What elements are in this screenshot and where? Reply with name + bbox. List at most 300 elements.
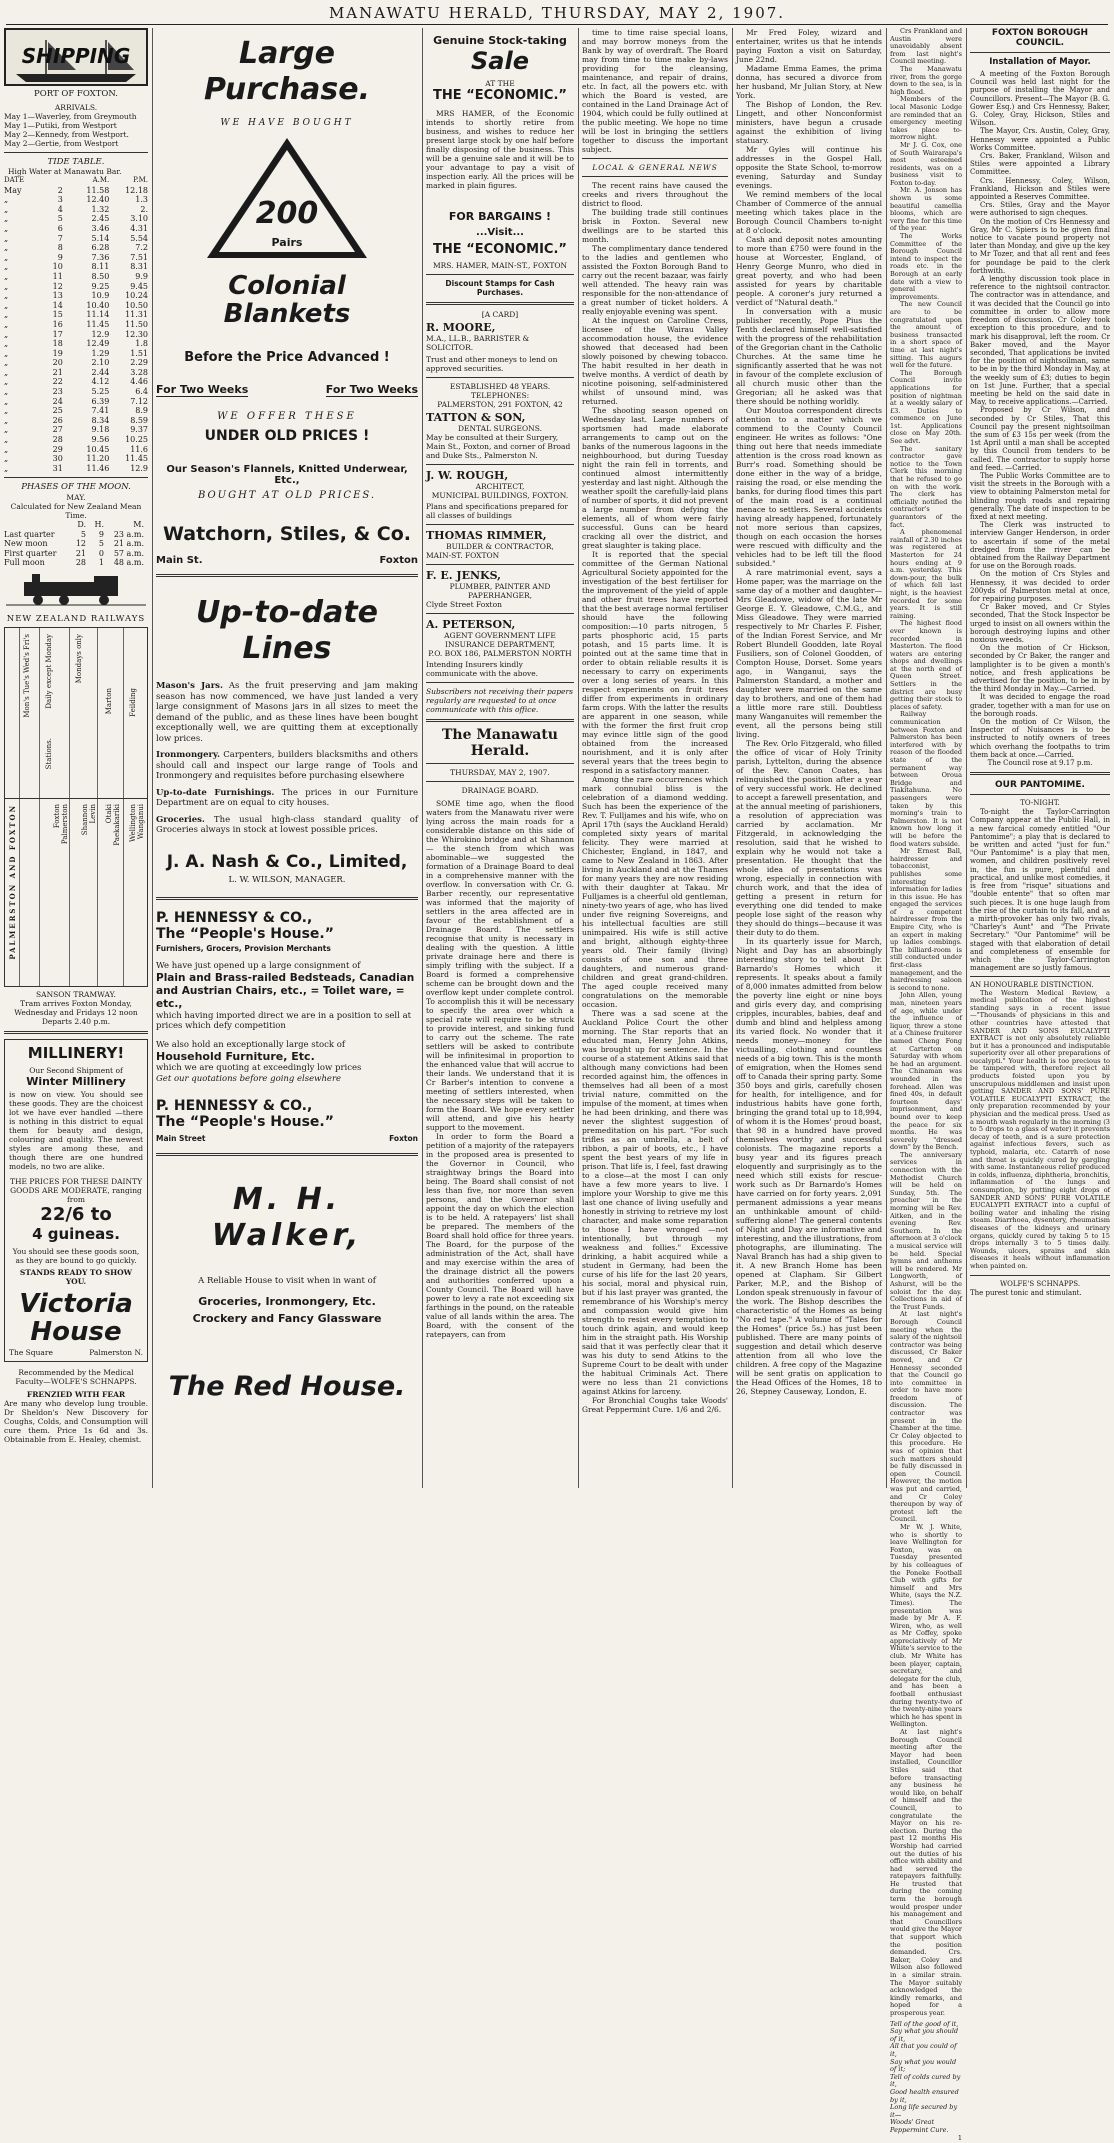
tide-cell: 10.50 [125,300,148,310]
reliable-text: A Reliable House to visit when in want of [198,1276,376,1286]
we-offer: WE OFFER THESE [217,411,357,422]
timetable-station: Paekakariki [113,804,121,846]
pantomime-text: To-night the Taylor-Carrington Company appear at the Public Hall, in a new farcical comedy entitled "Our Pantomime"; a play that is declared to be written and acted "just for fun." "Our Pantomime" is a play that men, women, and children positively revel in, the fun is pure, plentiful and practical, and unlike most comedies, it is free from "risque" situations and "double entente" that so often mar such pieces. It is one huge laugh from the rise of the curtain to its fall, and as a mirth-provoker has only two rivals, "Charley's Aunt" and "The Private Secretary." "Our Pantomime" will be staged with that elaboration of detail and completeness of ensemble for which the Taylor-Carrington management are so justly famous. [970,808,1110,973]
hamer-address: MRS. HAMER, MAIN-ST., FOXTON [432,261,568,270]
tide-cell: 5.25 [91,387,110,397]
news-paragraph: At last night's Borough Council meeting after the Mayor had been installed, Councillor Stiles said that before transacting any business he would like, on behalf of himself and the Council, to congratulate the Mayor on his re-election. During the past 12 months His Worship had carried out the duties of his office with ability and had served the ratepayers faithfully. He trusted that during the coming term the borough would prosper under his management and that Councillors would give the Mayor that support which the position demanded. Crs. Baker, Coley and Wilson also followed in a similar strain. The Mayor suitably acknowledged the kindly remarks, and hoped for a prosperous year. [890,1728,962,2017]
tide-row [4,368,148,378]
visit-label: ...Visit... [476,227,524,238]
tide-cell: „ [4,300,9,310]
wolfe-text: The purest tonic and stimulant. [970,1288,1082,1297]
rough-name: J. W. ROUGH, [426,469,509,482]
tide-subheading: High Water at Manawatu Bar. [8,167,122,176]
pantomime-tonight: TO-NIGHT. [1020,799,1060,808]
council-paragraph: Cr Baker moved, and Cr Styles seconded, That the Stock Inspector be urged to insist on all owners within the borough destroying lupins and other noxious weeds. [970,603,1110,645]
masthead: MANAWATU HERALD, THURSDAY, MAY 2, 1907. [328,4,786,22]
moon-cell: D. [77,519,86,529]
tide-cell: May [4,185,22,195]
tide-cell: 9.18 [91,425,110,435]
tide-cell: 27 [52,425,63,435]
millinery-head: Winter Millinery [26,1075,126,1089]
column-shipping [4,28,148,1488]
po-box: P.O. BOX 186, PALMERSTON NORTH [428,649,572,658]
tide-cell: 12 [52,281,63,291]
tide-cell: 25 [52,406,63,416]
news-paragraph: The Works Committee of the Borough Council intend to inspect the roads etc. in the Borough at an early date with a view to general improvements. [890,232,962,301]
news-paragraph: The recent rains have caused the creeks and rivers throughout the district to flood. [582,181,728,208]
tide-row [4,349,148,359]
rimmer-place: MAIN-ST. FOXTON [426,551,500,560]
nash-manager: L. W. WILSON, MANAGER. [228,874,346,885]
news-paragraph: Mr W. J. White, who is shortly to leave Wellington for Foxton, was on Tuesday presented by his colleagues of the Poneke Football Club with gifts for himself and Mrs White, (says the N.Z. Times). The presentation was made by Mr A. F. Wiren, who, as well as Mr Coffey, spoke appreciatively of Mr White's service to the club. Mr White has been player, captain, secretary, and delegate for the club, and has been a football enthusiast during twenty-two of the twenty-nine years which he has spent in Wellington. [890,1522,962,1729]
blankets-title: Blankets [223,299,351,329]
moon-row [4,549,148,559]
palmerston-text: Palmerston N. [89,1348,143,1358]
port-heading: PORT OF FOXTON. [34,89,118,99]
council-paragraph: It was decided to engage the road grader, together with a man for use on the borough roads. [970,693,1110,718]
tide-cell: 8.11 [91,262,110,272]
council-paragraph: Crs. Baker, Frankland, Wilson and Stiles were appointed a Library Committee. [970,152,1110,177]
watchorn-title: Watchorn, Stiles, & Co. [163,523,411,545]
moon-cell: Full moon [4,558,45,568]
column-separator [886,28,887,1488]
rough-text: Plans and specifications prepared for all classes of buildings [426,502,569,520]
timetable-station: Palmerston [61,804,69,845]
news-paragraph: A rare matrimonial event, says a Home paper, was the marriage on the same day of a mother and daughter—Mrs Gleadowe, widow of the late Mr George E. Y. Gleadowe, C.M.G., and Miss Gleadowe. They were married respectively to Mr Charles F. Fisher, of the Indian Forest Service, and Mr Robert Blundell Goodden, late Royal Fusiliers, son of Colonel Goodden, of Compton House, Dorset. Some years ago, in Wanganui, says the Palmerston Standard, a mother and daughter were married on the same day to brothers, and one of them had a little more rare still. Doubtless many Wanganuites will remember the event, all the persons being still living. [736,568,882,739]
news-paragraph: The complimentary dance tendered to the ladies and gentlemen who assisted the Foxton Borough Band to carry out the recent bazaar, was fairly well attended. The heavy rain was responsible for the non-attendance of a great number of ticket holders. A really enjoyable evening was spent. [582,244,728,316]
news-paragraph: In conversation with a music publisher recently, Pope Pius the Tenth declared himself well-satisfied with the progress of the rehabilitation of the Gregorian chant in the Catholic Churches. At the same time he significantly asserted that he was not in favour of the complete exclusion of all church music other than the Gregorian; all he asked was that there should be nothing worldly. [736,307,882,406]
verse-line: Good health ensured by it, [890,2087,959,2104]
crockery: Crockery and Fancy Glassware [192,1311,382,1325]
moon-cell: New moon [4,539,48,549]
moon-cell: 57 a.m. [113,548,144,558]
tide-cell: „ [4,358,9,368]
colonial-title: Colonial [228,271,346,301]
column-separator [966,28,967,1488]
tide-cell: „ [4,214,9,224]
moon-cell: 9 [98,529,104,539]
household: Household Furniture, Etc. [156,1050,315,1063]
council-paragraph: On the motion of Cr Hickson, seconded by Cr Baker, the ranger and lamplighter is to be given a month's notice, and fresh applications be advertised for the position, to be in by the third Monday in May.—Carried. [970,644,1110,694]
millinery-title: MILLINERY! [27,1044,125,1063]
verse-line: Say what you would of it; [890,2057,957,2074]
tide-cell: „ [4,435,9,445]
tide-cell: „ [4,454,9,464]
tide-cell: 19 [52,348,63,358]
tide-row [4,253,148,263]
council-paragraph: The Clerk was instructed to interview Ganger Henderson, in order to ascertain if some of the metal dredged from the river can be obtained from the Railway Department for use on the Borough roads. [970,521,1110,571]
news-paragraph: The highest flood ever known is recorded in Masterton. The flood waters are entering shops and dwellings at the north end of Queen Street. Settlers in the district are busy getting their stock to places of safety. [890,619,962,711]
tide-cell: 9.45 [130,281,148,291]
council-paragraph: On the motion of Cr Wilson, the Inspector of Nuisances is to be instructed to notify owners of trees which overhang the footpaths to trim them back at once.—Carried. [970,718,1110,759]
for-bargains: FOR BARGAINS ! [448,210,552,223]
tide-cell: 12.18 [125,185,148,195]
tide-cell: A.M. [92,176,110,184]
tide-cell: „ [4,271,9,281]
tide-cell: 7.12 [130,396,148,406]
news-paragraph: At last night's Borough Council meeting when the salary of the nightsoil contractor was being discussed, Cr Baker moved, and Cr Hennessy seconded that the Council go into committee in order to have more freedom of discussion. The contractor was present in the Chamber at the time. Cr Coley objected to this procedure. He was of opinion that such matters should be fully discussed in open Council. However, the motion was put and carried, and Cr Coley thereupon by way of protest left the Council. [890,1310,962,1524]
council-paragraph: The Mayor, Crs. Austin, Coley, Gray, Hennessy were appointed a Public Works Committee. [970,127,1110,152]
peoples-house: The “People's House.” [156,926,334,942]
moon-row [4,520,148,530]
tide-row [4,339,148,349]
drainage-p2: In order to form the Board a petition of a majority of the ratepayers in the proposed area is presented to the Governor in Council, who straightway brings the Board into being. The Board shall consist of not less than five, nor more than seven persons, and the Governor shall appoint the day on which the election is to be held. A ratepayers' list shall be prepared. The members of the Board shall hold office for three years. The Board, for the purpose of the administration of the Act, shall have and may exercise within the area of the drainage district all the powers and authorities conferred upon a County Council. The Board will have power to levy a rate not exceeding six farthings in the pound, on the rateable value of all lands within the area. The Board, with the consent of the ratepayers, can from [426,1132,574,1339]
tide-cell: „ [4,387,9,397]
tide-cell [38,176,63,186]
tide-row [4,425,148,435]
tide-cell: „ [4,319,9,329]
moon-heading: PHASES OF THE MOON. [21,482,131,493]
verse-line: All that you could of it, [890,2042,957,2058]
tide-cell: 7.41 [91,406,110,416]
tide-cell: 10.24 [125,291,148,301]
timetable-station: Levin [89,804,97,824]
tide-cell: „ [4,233,9,243]
tide-cell: 4.12 [91,377,110,387]
card-label: [A CARD] [481,310,519,319]
square-text: The Square [9,1348,53,1358]
clyde-street: Clyde Street Foxton [426,600,502,609]
tide-cell: 24 [52,396,63,406]
tide-cell: 13 [52,291,63,301]
millinery-ad [4,1039,148,1362]
tide-cell: 12.9 [91,329,110,339]
tide-cell: 9.56 [91,435,110,445]
up-to-date-title: Up-to-date Lines [195,595,379,666]
plumber: PLUMBER, PAINTER AND PAPERHANGER, [449,582,551,600]
tide-row [4,301,148,311]
local-news-title: LOCAL & GENERAL NEWS [592,163,718,172]
tide-row [4,224,148,234]
frenzied-heading: FRENZIED WITH FEAR [26,1390,126,1400]
tide-cell: „ [4,329,9,339]
council-paragraph: Crs. Hennessy, Coley, Wilson, Frankland, Hickson and Stiles were appointed a Reserves Committee. [970,176,1110,202]
under-old-prices: UNDER OLD PRICES ! [204,428,370,444]
dental-surgeons: DENTAL SURGEONS. [458,424,542,433]
tide-cell: 2.29 [130,358,148,368]
news-paragraph: The Bishop of London, the Rev. Lingett, and other Nonconformist ministers, have begun a crusade against the exhibition of living statuary. [736,100,882,145]
news-paragraph: Mr Gyles will continue his addresses in the Gospel Hall, opposite the State School, to-morrow evening, Saturday and Sunday evenings. [736,145,882,190]
tramway-text: Tram arrives Foxton Monday, Wednesday and Fridays 12 noon Departs 2.40 p.m. [14,999,138,1027]
shipping-logo-text: SHIPPING [21,44,131,68]
tide-cell: 8.59 [130,415,148,425]
column-news-3 [890,27,962,2143]
tide-cell: 9.37 [130,425,148,435]
news-paragraph: It is reported that the special committee of the German National Agricultural Society appointed for the investigation of the best fertiliser for the improvement of the yield of apple and other fruit trees have reported that the best average normal fertiliser should have the following composition:—10 parts nitrogen, 5 parts phosphoric acid, 15 parts potash, and 15 parts lime. It is pointed out at the same time that in order to obtain reliable results it is necessary to carry on experiments over a long series of years. In this respect experiments on fruit trees differ from experiments in ordinary farm crops. With the latter the results are apparent in one season, while with the former the first fruit crop may evince little sign of the good obtained from the increased nourishment, and it is only after several years that the trees begin to respond in a satisfactory manner. [582,550,728,775]
moon-cell [4,520,66,530]
verse-line: Tell of the good of it, [890,2019,959,2028]
tide-row [4,330,148,340]
tide-cell: 1.3 [135,195,148,205]
arrival-item: May 2—Gertie, from Westport [4,138,119,148]
council-paragraph: The Public Works Committee are to visit the streets in the Borough with a view to obtaining Palmerston metal for blinding rough roads and repairing generally. The date of inspection to be fixed at next meeting. [970,471,1110,521]
tide-cell: 8.34 [91,415,110,425]
news-paragraph: At the inquest on Caroline Cress, licensee of the Wairau Valley accommodation house, the evidence showed that deceased had been slowly poisoned by chewing tobacco. The habit resulted in her death in twelve months. A verdict of death by nicotine poisoning, self-administered whilst of unsound mind, was returned. [582,316,728,406]
news-paragraph: The Rev. Orlo Fitzgerald, who filled the office of vicar of Holy Trinity parish, Lyttelton, during the absence of the Rev. Canon Coates, has relinquished the position after a year of very successful work. He declined to accept a farewell presentation, and at the annual meeting of parishioners, a resolution of appreciation was carried by acclamation. Mr Fitzgerald, in acknowledging the resolution, said that he wished to explain why he would not take a presentation. He thought that the whole idea of presentations was wrong, especially in connection with church work, and that the idea of getting a present in return for everything one did tended to make people lose sight of the reason why they should do things—because it was their duty to do them. [736,739,882,937]
stands-text: STANDS READY TO SHOW YOU. [19,1268,133,1287]
sale-intro: Genuine Stock-taking [433,34,567,47]
wolfe-title: WOLFE'S SCHNAPPS. [999,1279,1081,1288]
timetable-station: Wanganui [137,804,145,840]
tide-cell: 10.40 [86,300,110,310]
verse-line: Say what you should of it, [890,2027,959,2043]
news-paragraph: A phenomenal rainfall of 2.30 inches was registered at Masterton for 24 hours ending at 9 a.m. yesterday. This down-pour, the bulk of which fell last night, is the heaviest recorded for some years. It is still raining. [890,528,962,620]
drainage-p1: SOME time ago, when the flood waters from the Manawatu river were lying across the main roads for a considerable distance on this side of the Whirokino bridge and at Shannon — the stench from which was abominable—we suggested the formation of a Drainage Board to deal in a comprehensive manner with the overflow. In conversation with Cr. G. Barber recently, our representative was informed that the majority of settlers in the area affected are in favour of the establishment of a Drainage Board. The settlers recognise that unity is necessary in dealing with the question. A little private drainage here and there is simply trifling with the subject. If a Board is formed a comprehensive scheme can be brought down and the overflow kept under complete control. To accomplish this it will be necessary to specify the area over which a special rate will require to be struck to provide interest, and sinking fund to carry out the scheme. The rate settlers will be asked to contribute will be infinitesimal in proportion to the enhanced value that will accrue to their lands. We understand that it is Cr Barber's intention to convene a meeting of settlers interested, when the necessary steps will be taken to form the Board. We hope every settler will attend, and give his hearty support to the movement. [426,799,574,1132]
news-paragraph: Mr. A. Jonson has shown us some beautiful camellia blooms, which are very fine for this time of the year. [890,186,962,233]
train-icon [4,572,148,606]
tide-cell: 1.32 [91,204,110,214]
verse-number: 1 [957,2134,962,2143]
moore-name: R. MOORE, [426,321,496,334]
council-paragraph: A meeting of the Foxton Borough Council was held last night for the purpose of installing the Mayor and Councillors. Present—The Mayor (B. G. Gower Esq.) and Crs Hennessy, Baker, G. Coley, Gray, Hickson, Stiles and Wilson. [970,70,1110,128]
sale-title: Sale [471,47,529,75]
tide-cell: 3 [57,195,63,205]
we-have-bought: WE HAVE BOUGHT [220,118,354,128]
tide-row [4,186,148,196]
masons-head: Mason's Jars. [156,681,223,691]
council-paragraph: On the motion of Crs Styles and Hennessy, it was decided to order 200yds of Palmerston metal at once, for repairing purposes. [970,570,1110,603]
prices-text: THE PRICES FOR THESE DAINTY GOODS ARE MODERATE, ranging from [9,1177,143,1205]
tide-row [4,320,148,330]
tide-cell: 18 [52,339,63,349]
moon-cell: 23 a.m. [113,529,144,539]
architect: ARCHITECT, [475,482,525,491]
tide-cell: 12.9 [130,463,148,473]
news-paragraph: Railway communication between Foxton and Palmerston has been interfered with by reason of the flooded state of the permanent way between Oroua Bridge and Tiakitahuna. No passengers were taken by this morning's train to Palmerston. It is not known how long it will be before the flood waters subside. [890,710,962,848]
tide-cell: 11 [52,271,63,281]
groceries-iron: Groceries, Ironmongery, Etc. [198,1294,376,1308]
paper-title: The Manawatu Herald. [442,727,558,759]
news-paragraph: Mr J. G. Cox, one of South Wairarapa's most esteemed residents, was on a business visit to Foxton to-day. [890,140,962,187]
tide-cell: 2.44 [91,367,110,377]
tide-cell: 29 [52,444,63,454]
column-separator [578,28,579,1488]
economic-title-2: THE “ECONOMIC.” [433,242,567,257]
victoria-title: Victoria [19,1289,133,1320]
iron-head: Ironmongery. [156,750,220,760]
tide-cell: 7.36 [91,252,110,262]
moon-month: MAY. [66,492,86,502]
news-paragraph: John Allen, young man, nineteen years of age, while under the influence of liquor, threw a stone at a Chinese fruiterer named Cheng Fong at Carterton on Saturday with whom he had an argument. The Chinaman was wounded in the forehead. Allen was fined 40s, in default fourteen days' imprisonment, and bound over to keep the peace for six months. He was severely "dressed down" by the Bench. [890,991,962,1152]
news-paragraph: The anniversary services in connection with the Methodist Church will be held on Sunday, 5th. The preacher in the morning will be Rev. Aitken, and in the evening Rev. Southern. In the afternoon at 3 o'clock a musical service will be held. Special hymns and anthems will be rendered. Mr Longworth, of Ashurst, will be the soloist for the day. Collections in aid of the Trust Funds. [890,1150,962,1311]
tide-cell: 23 [52,387,63,397]
railways-heading: NEW ZEALAND RAILWAYS [6,613,146,624]
moon-cell: M. [133,519,144,529]
seasons-flannels: Our Season's Flannels, Knitted Underwear, Etc., [166,464,408,486]
millinery-intro: Our Second Shipment of [29,1066,123,1076]
tide-cell: „ [4,339,9,349]
moore-text: Trust and other moneys to lend on approved securities. [426,355,558,373]
tide-row [4,377,148,387]
moon-row [4,539,148,549]
red-house-title: The Red House. [168,1370,406,1402]
two-weeks-right: For Two Weeks [325,383,418,396]
foxton-label-2: Foxton [389,1134,418,1143]
tide-cell: 12.49 [86,339,110,349]
tide-cell: 6.39 [91,396,110,406]
column-separator [152,28,153,1488]
tide-cell: 20 [52,358,63,368]
tide-cell: 10.25 [125,435,148,445]
tide-cell: 8.31 [130,262,148,272]
tide-cell: DATE [4,176,25,184]
tide-cell: 3.10 [130,214,148,224]
peoples-house-2: The “People's House.” [156,1114,334,1130]
news-paragraph: Mr Ernest Ball, hairdresser and tobacconist, publishes some interesting information for ladies in this issue. He has engaged the services of a competent hairdresser from the Empire City, who is an expert in making up ladies combings. The billiard-room is still conducted under first-class management, and the hairdressing saloon is second to none. [890,847,962,992]
verse-line: Tell of colds cured by it, [890,2072,961,2089]
tide-cell: 22 [52,377,63,387]
tide-cell: 8.50 [91,271,110,281]
moon-row [4,558,148,568]
hennessy-title-2: P. HENNESSY & CO., [156,1098,313,1114]
column-small-ads [426,28,574,1488]
get-quotes: Get our quotations before going elsewhere [156,1073,342,1084]
arrivals-heading: ARRIVALS. [54,102,98,112]
price-guineas: 4 guineas. [32,1225,120,1244]
tide-cell: 6.28 [91,243,110,253]
rimmer-name: THOMAS RIMMER, [426,529,547,542]
furnish-text: The prices in our Furniture Department are on equal to city houses. [156,787,418,808]
tide-cell: 9.25 [91,281,110,291]
tide-cell: 1.29 [91,348,110,358]
railway-timetable [4,627,148,987]
column-separator [422,28,423,1488]
pantomime-title: OUR PANTOMIME. [995,780,1085,791]
tide-cell: 11.14 [86,310,110,320]
main-street: Main Street [156,1134,206,1143]
tide-cell: „ [4,463,9,473]
tide-cell: 4 [57,204,63,214]
tide-cell: 9 [57,252,63,262]
see-text: You should see these goods soon, as they are bound to go quickly. [12,1247,140,1266]
discount-stamps: Discount Stamps for Cash Purchases. [445,279,555,297]
tatton-text: May be consulted at their Surgery, Main St., Foxton, and corner of Broad and Duke Sts., Palmerston N. [426,433,571,460]
moon-cell: 12 [75,539,86,549]
peterson-name: A. PETERSON, [426,618,516,631]
pairs-label: Pairs [271,236,303,249]
tide-cell: 8 [57,243,63,253]
hennessy-text2: which having imported direct we are in a position to sell at prices which defy competition [156,1010,412,1031]
drainage-title: DRAINAGE BOARD. [461,786,539,795]
news-paragraph: The Manawatu river, from the gorge down to the sea, is in high flood. [890,64,962,96]
tide-row [4,445,148,455]
tide-cell: „ [4,195,9,205]
moon-cell: First quarter [4,548,57,558]
tide-row [4,435,148,445]
iron-text: Carpenters, builders blacksmiths and others should call and inspect our large range of Tools and Ironmongery and requisites before purchasing elsewhere [156,750,418,781]
tide-cell: 3.28 [130,367,148,377]
economic-title: THE “ECONOMIC.” [433,88,567,103]
tide-row [4,454,148,464]
tel-numbers: PALMERSTON, 291 FOXTON, 42 [437,400,563,409]
number-200: 200 [255,196,319,231]
tide-heading: TIDE TABLE. [47,156,105,167]
tide-cell: 8.9 [135,406,148,416]
tide-cell: 11.58 [86,185,110,195]
frenzied-text: Are many who develop lung trouble. Dr Sheldon's New Discovery for Coughs, Colds, and Consumption will cure them. Price 1s 6d and 3s. Obtainable from E. Healey, chemist. [4,1399,148,1445]
tide-cell: 12.30 [125,329,148,339]
moon-cell: 21 [75,548,86,558]
arrival-item: May 2—Kennedy, from Westport. [4,129,129,139]
tide-cell: 9.9 [135,271,148,281]
furnish-head: Up-to-date Furnishings. [156,787,275,798]
tide-cell: 10.45 [86,444,110,454]
news-paragraph: The new Council are to be congratulated upon the amount of business transacted in a short space of time at last night's sitting. This augurs well for the future. [890,300,962,370]
hennessy-text3: We also hold an exceptionally large stock of [156,1039,346,1050]
news-paragraph: Members of the local Masonic Lodge are reminded that an emergency meeting takes place to-morrow night. [890,95,962,142]
recommended-text: Recommended by the Medical Faculty—WOLFE'S SCHNAPPS. [15,1368,137,1387]
tide-row [4,310,148,320]
masons-text: As the fruit preserving and jam making season has now commenced, we have just landed a very large consignment of Masons jars in all sizes to meet the demand of the public, and as these lines have been bought exceptionally well, we are quitting them at exceptionally low prices. [156,681,418,744]
tide-cell: 30 [52,454,63,464]
tide-cell: 10 [52,262,63,272]
tide-row [4,195,148,205]
house-title: House [30,1317,122,1348]
arrival-item: May 1—Waverley, from Greymouth [4,111,137,121]
peterson-text: Intending Insurers kindly communicate with the above. [426,660,539,678]
tide-cell: 7.2 [135,243,148,253]
masthead-rule [6,24,1108,25]
council-subtitle: Installation of Mayor. [989,57,1091,67]
news-paragraph: In its quarterly issue for March, Night and Day has an absorbingly interesting story to tell about Dr. Barnardo's Homes which it represents. It speaks about a family of 8,000 inmates admitted from below the poverty line eight or nine boys and girls every day, and comprising cripples, incurables, babies, deaf and dumb and blind and helpless among its varied flock. No wonder that it needs money—money for the victualling, clothing and countless needs of a big town. This is the month of emigration, when the Homes send off to Canada their spring party. Some 350 boys and girls, carefully chosen for health, for intelligence, and for industrious habits have gone forth, bringing the grand total up to 18,994, of whom it is the Homes' proud boast, that 98 in a hundred have proved themselves worthy and successful colonists. The magazine reports a busy year and its figures preach eloquently and surprisingly as to the need which still exists for rescue-work such as Dr Barnardo's Homes have carried on for forty years. 2,091 permanent admissions a year means an unthinkable amount of child-suffering alone! The general contents of Night and Day are informative and interesting, and the illustrations, from photographs, are illuminating. The Naval Branch has had a ship given to it. A new Branch Home has been opened at Clapham. Sir Gilbert Parker, M.P., and the Bishop of London speak strenuously in favour of the work. The Bishop describes the characteristic of the Homes as being "No red tape." A volume of "Tales for the Homes" (price 5s.) has just been published. There are many points of suggestion and detail which deserve attention from all who love the children. A free copy of the Magazine will be sent gratis on application to the Head Offices of the Homes, 18 to 26, Stepney Causeway, London, E. [736,937,882,1396]
tide-cell: 4.31 [130,223,148,233]
tide-row [4,291,148,301]
moore-quals: M.A., LL.B., BARRISTER & SOLICITOR. [426,334,530,352]
foxton-label: Foxton [379,555,418,566]
council-paragraph: The Council rose at 9.17 p.m. [987,759,1093,768]
news-paragraph: We remind members of the local Chamber of Commerce of the annual meeting which takes place in the Borough Council Chambers to-night at 8 o'clock. [736,190,882,235]
tide-cell: 10.9 [91,291,110,301]
tide-cell: P.M. [133,176,148,184]
tide-cell: 31 [52,463,63,473]
tide-row [4,464,148,474]
tide-row [4,406,148,416]
groceries-head: Groceries. [156,814,205,825]
tide-cell: „ [4,367,9,377]
verse-line: Woods' Great Peppermint Cure. [890,2118,949,2134]
tide-row [4,205,148,215]
walker-title: M. H. Walker, [211,1182,363,1253]
council-paragraph: A lengthy discussion took place in reference to the nightsoil contractor. The contractor was in attendance, and it was decided that the Council go into committee in order to allow more freedom of discussion. Cr Coley took exception to this procedure, and to mark his disapproval, left the room. Cr Baker moved, and the Mayor seconded, That applications be invited for the position of nightsoilman, same to be in by the third Monday in May, at the weekly sum of £3; duties to begin on 1st June. Further, that a special meeting be held on the said date in May, to receive applications.—Carried. [970,275,1110,407]
tide-cell: 6 [57,223,63,233]
tide-cell: 11.45 [86,319,110,329]
tide-row [4,416,148,426]
timetable-station: Feilding [129,688,137,718]
tide-row [4,243,148,253]
moon-cell: 28 [75,558,86,568]
news-paragraph: There was a sad scene at the Auckland Police Court the other morning. The Star reports that an educated man, Henry John Atkins, was brought up for sentence. In the course of a statement Atkins said that although many convictions had been recorded against him, the offences in themselves had all been of a most trivial nature, committed on the impulse of the moment, at times when he had been drinking, and there was never the slightest suggestion of premeditation on his part. "For such trifles as an umbrella, a belt of ribbon, a pair of boots, etc., I have spent the best years of my life in prison. That life is, I feel, fast drawing to a close—at the most I can only have a few more years to live. I implore your Worship to give me this last one chance of living usefully and honestly in striving to retrieve my lost character, and make some reparation to those I have wronged —not intentionally, but through my weakness and follies." Excessive drinking, a habit acquired while a student in Germany, had been the curse of his life for the last 20 years, his social, moral and physical ruin, but if his last prayer was granted, the remembrance of his Worship's mercy and compassion would give him strength to resist every temptation to touch drink again, and would keep him in the straight path. His Worship said that it was perfectly clear that it was his duty to send Atkins to the Supreme Court to be dealt with under the habitual Criminals Act. There were no less than 21 convictions against Atkins for larceny. [582,1009,728,1396]
tide-cell: 11.45 [125,454,148,464]
arrivals-list [4,112,148,148]
main-st: Main St. [156,555,203,566]
council-paragraph: Crs. Stiles, Gray and the Mayor were authorised to sign cheques. [970,201,1110,218]
news-paragraph: Madame Emma Eames, the prima donna, has secured a divorce from her husband, Mr Julian Story, at New York. [736,64,882,100]
tide-cell: 11.46 [86,463,110,473]
column-separator [732,28,733,1488]
tide-cell: 5 [57,214,63,224]
tide-cell: 1.8 [135,339,148,349]
tide-cell: „ [4,204,9,214]
honour-title: AN HONOURABLE DISTINCTION. [970,981,1094,990]
news-paragraph: The Borough Council invite applications for position of nightman at a weekly salary of £3. Duties to commence on June 1st. Applications close on May 20th. See advt. [890,368,962,446]
moon-cell: 0 [98,548,104,558]
moon-cell: Last quarter [4,529,55,539]
council-paragraph: On the motion of Crs Hennessy and Gray, Mr C. Spiers is to be given final notice to vacate pound property not later than Monday, and give up the key to Mr Tozer, and that all rent and fees for poundage be paid to the clerk forthwith. [970,217,1110,275]
news-paragraph: The sanitary contractor gave notice to the Town Clerk this morning that he refused to go on with the work. The clerk has officially notified the contractor's guarantors of the fact. [890,444,962,529]
moon-row [4,530,148,540]
tide-cell: „ [4,444,9,454]
jenks-name: F. E. JENKS, [426,569,501,582]
